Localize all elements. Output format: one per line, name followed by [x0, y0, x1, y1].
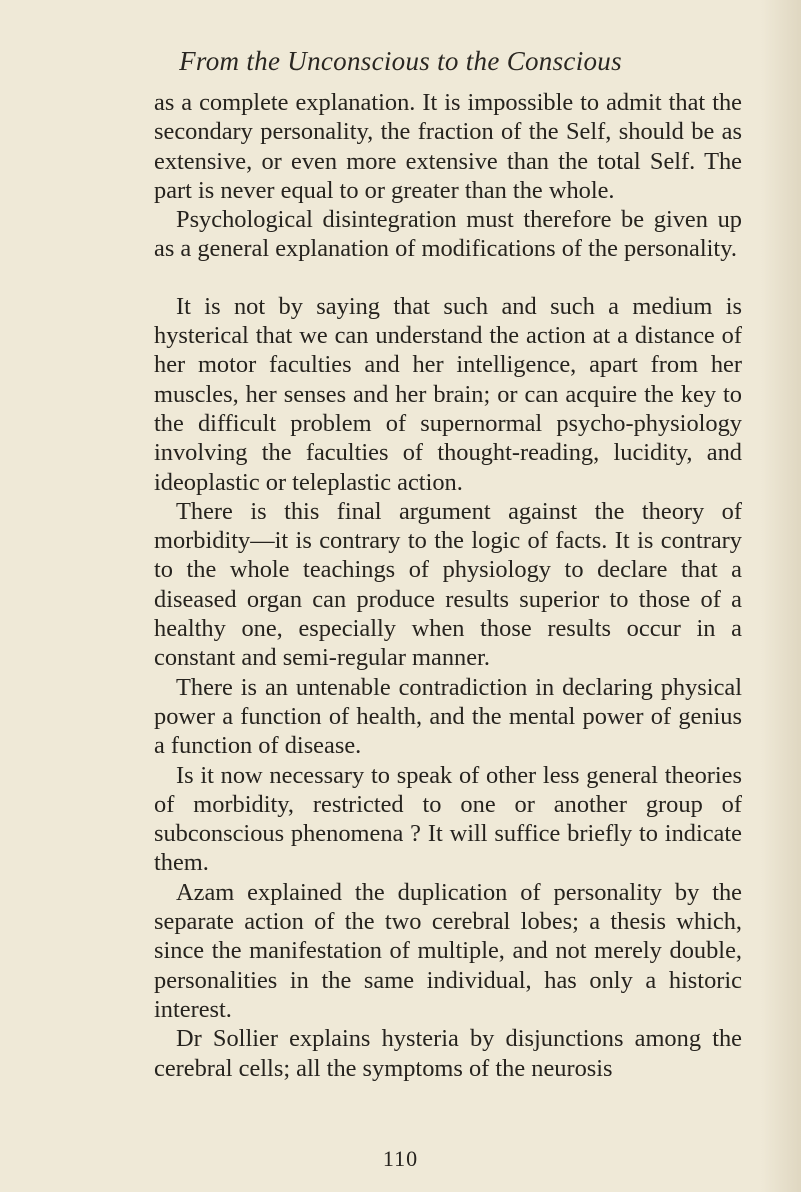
paragraph: It is not by saying that such and such a medium is hysterical that we can understand the action at a distance of her motor faculties and her intelligence, apart from her muscles, her senses and her brain; or can acquire the key to the difficult problem of supernormal psycho-physiology involving the faculties of thought-reading, lucidity, and ideoplastic or teleplastic action.: [154, 292, 742, 496]
page-number: 110: [382, 1146, 419, 1171]
paragraph: There is this final argument against the theory of morbidity—it is contrary to the logic of facts. It is contrary to the whole teachings of physiology to declare that a diseased organ can produce results superior to those of a healthy one, especially when those results occur in a constant and semi-regular manner.: [154, 497, 742, 672]
paragraph: Is it now necessary to speak of other less general theories of morbidity, restricted to one or another group of subconscious phenomena ? It will suffice briefly to indicate them.: [154, 761, 742, 877]
page-edge-shadow: [761, 0, 801, 1192]
running-title: From the Unconscious to the Conscious: [179, 46, 622, 76]
paragraph: There is an untenable contradiction in declaring physical power a function of health, and the mental power of genius a function of disease.: [154, 673, 742, 760]
paragraph: Dr Sollier explains hysteria by disjunctions among the cerebral cells; all the symptoms of the neurosis: [154, 1025, 742, 1082]
paragraph: Psychological disintegration must therefore be given up as a general explanation of modifications of the personality.: [154, 206, 742, 263]
paragraph: Azam explained the duplication of personality by the separate action of the two cerebral lobes; a thesis which, since the manifestation of multiple, and not merely double, personalities in the same individual, has only a historic interest.: [154, 878, 742, 1023]
page-body-text: [154, 88, 742, 1083]
paragraph-continued: as a complete explanation. It is impossible to admit that the secondary personality, the fraction of the Self, should be as extensive, or even more extensive than the total Self. The part is never equal to or greater than the whole.: [154, 89, 742, 204]
